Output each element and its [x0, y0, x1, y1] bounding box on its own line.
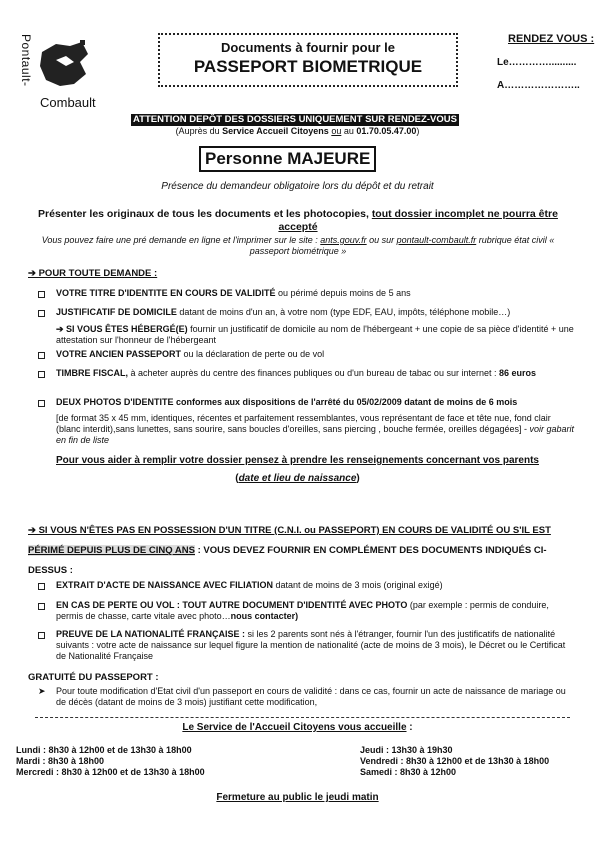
rdv-title: RENDEZ VOUS : [508, 33, 595, 45]
service-colon: : [406, 722, 413, 733]
title-box [158, 33, 458, 87]
hours-jeudi: Jeudi : 13h30 à 19h30 [360, 745, 453, 755]
arrow-bullet-icon: ➤ [38, 686, 46, 696]
photo-template-note: voir gabarit en fin de liste [56, 424, 574, 445]
checkbox-icon [38, 291, 45, 298]
item-domicile [56, 307, 576, 318]
paren-close: ) [356, 473, 360, 484]
hours-lundi: Lundi : 8h30 à 12h00 et de 13h30 à 18h00 [16, 745, 192, 755]
logo-vertical-text: Pontault- [19, 34, 33, 87]
hours-left [16, 745, 205, 778]
item-nationalite-text: si les 2 parents sont nés à l'étranger, fournir l'un des justificatifs de nationalité suivants : votre acte de naissance sur lequel figure la mention de nationalité (acte de moins de 3 mois), le Décret ou le Certificat de Nationalité Française [56, 629, 566, 661]
rdv-date-field: Le………….......... [497, 57, 577, 68]
parents-info-detail [0, 473, 595, 484]
online-request-note [28, 235, 568, 257]
closure-note: Fermeture au public le jeudi matin [216, 792, 379, 803]
item-domicile-text: datant de moins d'un an, à votre nom (type EDF, EAU, impôts, téléphone mobile…) [176, 307, 511, 317]
hours-mercredi: Mercredi : 8h30 à 12h00 et de 13h30 à 18h00 [16, 767, 205, 777]
item-perte-text: (par exemple : permis de conduire, permis de chasse, carte vitale avec photo… [56, 600, 549, 621]
item-heberge-bold: ➔ SI VOUS ÊTES HÉBERGÉ(E) [56, 324, 188, 334]
checkbox-icon [38, 603, 45, 610]
item-passeport-text: ou la déclaration de perte ou de vol [181, 349, 325, 359]
checkbox-icon [38, 632, 45, 639]
divider [35, 717, 570, 718]
parents-info-note: Pour vous aider à remplir votre dossier pensez à prendre les renseignements concernant vos parents [56, 455, 539, 466]
sec2-line-c: : VOUS DEVEZ FOURNIR EN COMPLÉMENT DES DOCUMENTS INDIQUÉS CI- [194, 545, 547, 556]
photo-specs-text: [de format 35 x 45 mm, identiques, récentes et parfaitement ressemblantes, vous représentant de face et tête nue, fond clair (blanc interdit),sans lunettes, sans sourire, sans boucles d'oreilles, sans piercing , bouche fermée, oreilles dégagées] - [56, 413, 551, 434]
contact-au: au [341, 126, 357, 136]
checkbox-icon [38, 371, 45, 378]
section-all-requests: ➔ POUR TOUTE DEMANDE : [28, 268, 158, 279]
contact-pre: (Auprès du [175, 126, 223, 136]
hours-mardi: Mardi : 8h30 à 18h00 [16, 756, 105, 766]
item-photos-bold: DEUX PHOTOS D'IDENTITE conformes aux dispositions de l'arrêté du 05/02/2009 datant de moins de 6 mois [56, 397, 518, 407]
attention-banner: ATTENTION DEPÔT DES DOSSIERS UNIQUEMENT SUR RENDEZ-VOUS [133, 114, 457, 125]
service-heading [0, 722, 595, 733]
presenter-text: Présenter les originaux de tous les documents et les photocopies, [38, 208, 372, 220]
sec2-line-a: ➔ SI VOUS N'ÊTES PAS EN POSSESSION D'UN TITRE (C.N.I. ou PASSEPORT) EN COURS DE VALIDITÉ OU S'IL EST [28, 525, 551, 536]
demande-a: Vous pouvez faire une pré demande en ligne et l'imprimer sur le site : [41, 235, 321, 245]
contact-close: ) [416, 126, 420, 136]
gratuite-title: GRATUITÉ DU PASSEPORT : [28, 672, 159, 683]
city-link[interactable]: pontault-combault.fr [396, 235, 477, 245]
item-titre-text: ou périmé depuis moins de 5 ans [275, 288, 411, 298]
sec2-line-d: DESSUS : [28, 565, 73, 576]
contact-line [0, 126, 595, 136]
item-timbre-bold: TIMBRE FISCAL, [56, 368, 128, 378]
ants-link[interactable]: ants.gouv.fr [320, 235, 367, 245]
logo-bottom-text: Combault [40, 95, 96, 110]
rdv-time-field: A………………….. [497, 80, 580, 91]
item-titre-bold: VOTRE TITRE D'IDENTITE EN COURS DE VALIDITÉ [56, 288, 276, 298]
title-line-1: Documents à fournir pour le [220, 40, 396, 55]
checkbox-icon [38, 583, 45, 590]
presenter-warning: tout dossier incomplet ne pourra être accepté [278, 208, 558, 233]
item-timbre [56, 368, 576, 379]
item-heberge [56, 324, 576, 346]
gratuite-text: Pour toute modification d'Etat civil d'un passeport en cours de validité : dans ce cas, fournir un acte de naissance de mariage ou de décès (datant de moins de 3 mois) justifiant cette modification, [56, 686, 566, 707]
item-photos [56, 397, 576, 408]
service-title: Le Service de l'Accueil Citoyens vous accueille [182, 722, 407, 733]
item-heberge-text: fournir un justificatif de domicile au nom de l'hébergeant + une copie de sa pièce d'identité + une attestation sur l'honneur de l'hébergeant [56, 324, 574, 345]
contact-ou: ou [331, 126, 342, 136]
item-perte-bold: EN CAS DE PERTE OU VOL : TOUT AUTRE DOCUMENT D'IDENTITÉ AVEC PHOTO [56, 600, 408, 610]
checkbox-icon [38, 400, 45, 407]
item-perte [56, 600, 576, 622]
presence-note: Présence du demandeur obligatoire lors du dépôt et du retrait [161, 181, 434, 192]
title-line-2: PASSEPORT BIOMETRIQUE [193, 57, 423, 76]
item-acte [56, 580, 576, 591]
personne-heading: Personne MAJEURE [199, 146, 376, 172]
hours-vendredi: Vendredi : 8h30 à 12h00 et de 13h30 à 18h00 [360, 756, 550, 766]
contact-service: Service Accueil Citoyens [222, 126, 329, 136]
item-acte-text: datant de moins de 3 mois (original exigé) [272, 580, 443, 590]
sec2-highlight: PÉRIMÉ DEPUIS PLUS DE CINQ ANS [28, 545, 195, 556]
section-no-valid-title [28, 521, 573, 581]
item-perte-contact: nous contacter) [230, 611, 299, 621]
checkbox-icon [38, 352, 45, 359]
item-passeport-bold: VOTRE ANCIEN PASSEPORT [56, 349, 182, 359]
item-timbre-price: 86 euros [498, 368, 536, 378]
item-domicile-bold: JUSTIFICATIF DE DOMICILE [56, 307, 177, 317]
presenter-note [28, 208, 568, 234]
item-nationalite-bold: PREUVE DE LA NATIONALITÉ FRANÇAISE : [56, 629, 246, 639]
checkbox-icon [38, 310, 45, 317]
item-acte-bold: EXTRAIT D'ACTE DE NAISSANCE AVEC FILIATION [56, 580, 273, 590]
item-timbre-text: à acheter auprès du centre des finances publiques ou d'un bureau de tabac ou sur internet : [128, 368, 499, 378]
demande-c: rubrique état civil « passeport biométrique » [249, 235, 555, 256]
hours-right [360, 745, 549, 778]
demande-b: ou sur [366, 235, 397, 245]
birth-info: date et lieu de naissance [238, 473, 357, 484]
paren-open: ( [235, 473, 239, 484]
photo-specs [56, 413, 576, 446]
item-nationalite [56, 629, 576, 662]
item-titre [56, 288, 576, 299]
hours-samedi: Samedi : 8h30 à 12h00 [360, 767, 457, 777]
item-passeport [56, 349, 576, 360]
contact-phone: 01.70.05.47.00 [356, 126, 417, 136]
city-map-logo-icon [36, 40, 90, 90]
